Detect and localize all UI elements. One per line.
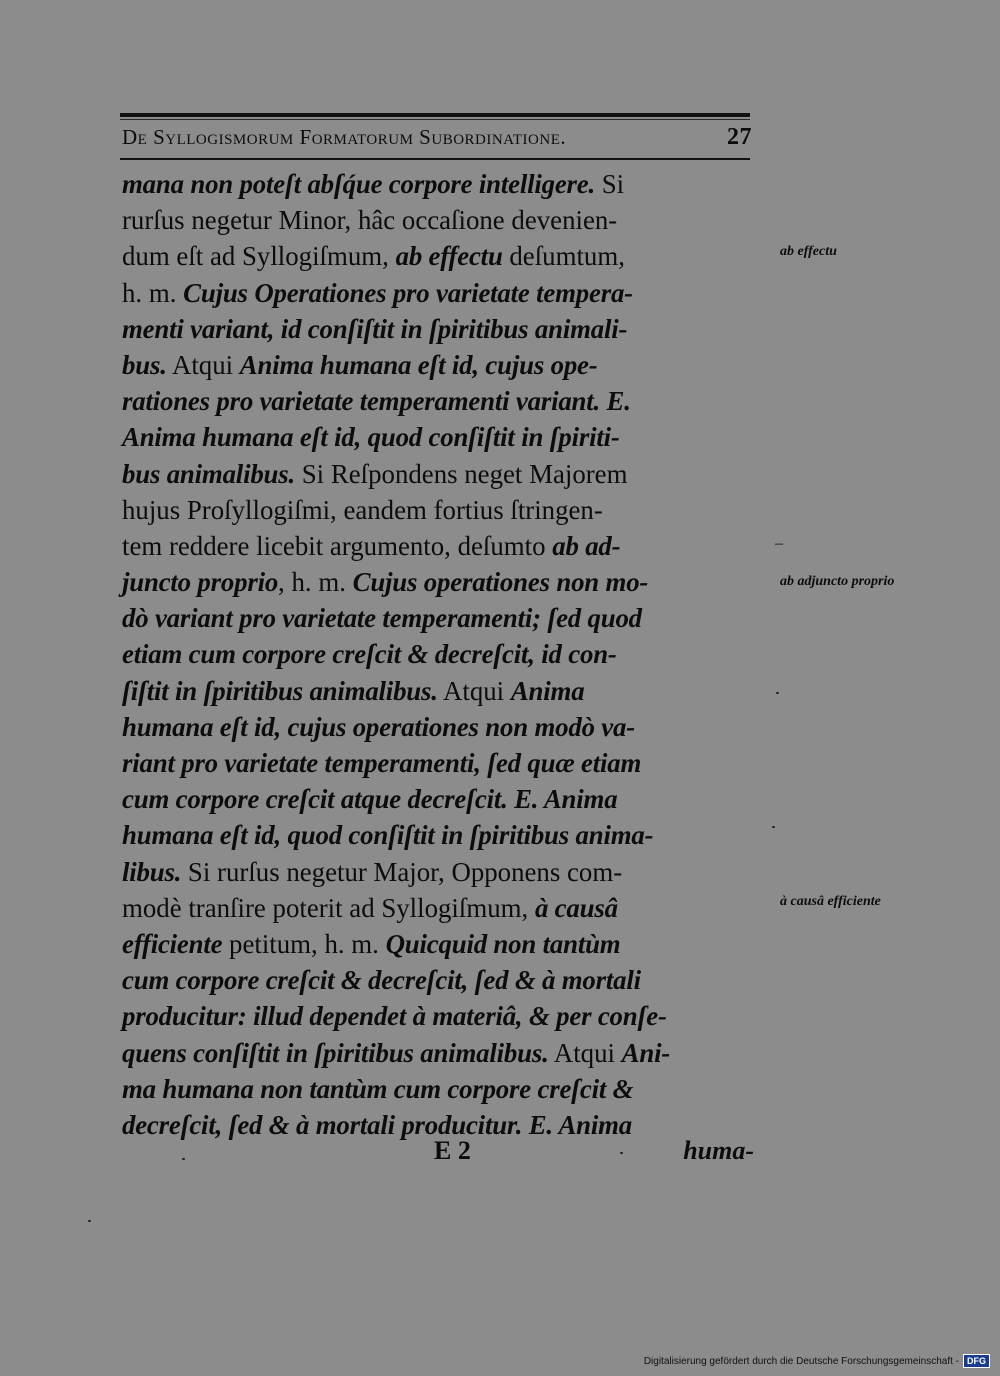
scan-speck bbox=[88, 1220, 91, 1222]
text-line bbox=[122, 709, 758, 745]
margin-note-ab-adjuncto: ab adjuncto proprio bbox=[780, 574, 895, 589]
roman-segment: Si rurſus negetur Major, Opponens com- bbox=[181, 856, 623, 887]
margin-note-a-causa: à causâ efficiente bbox=[780, 894, 881, 909]
italic-segment: rationes pro varietate temperamenti variant. E. bbox=[122, 386, 631, 417]
roman-segment: dum eſt ad Syllogiſmum, bbox=[122, 241, 396, 272]
scan-speck bbox=[776, 692, 779, 694]
italic-segment: riant pro varietate temperamenti, ſed quæ etiam bbox=[122, 748, 642, 778]
text-line bbox=[122, 673, 758, 709]
italic-segment: etiam cum corpore creſcit & decreſcit, id con- bbox=[122, 639, 617, 670]
page-footer bbox=[122, 1136, 754, 1168]
roman-segment: Si bbox=[595, 169, 625, 199]
text-line bbox=[122, 419, 758, 455]
text-line bbox=[122, 383, 758, 419]
italic-segment: humana eſt id, cujus operationes non modò va- bbox=[122, 711, 635, 742]
italic-segment: mana non poteſt abſq́ue corpore intelligere. bbox=[122, 169, 596, 199]
text-line bbox=[122, 854, 758, 890]
text-line bbox=[122, 781, 758, 817]
text-line bbox=[122, 636, 758, 672]
roman-segment: Si Reſpondens neget Majorem bbox=[295, 458, 628, 489]
footer-credit bbox=[644, 1354, 990, 1368]
italic-segment: Ani- bbox=[621, 1037, 671, 1068]
running-head-title: De Syllogismorum Formatorum Subordinatione. bbox=[122, 125, 567, 149]
italic-segment: Cujus operationes non mo- bbox=[352, 567, 649, 598]
text-line bbox=[122, 528, 758, 564]
italic-segment: juncto proprio bbox=[122, 567, 279, 598]
text-line bbox=[122, 1071, 758, 1107]
italic-segment: quens conſiſtit in ſpiritibus animalibus. bbox=[122, 1037, 549, 1068]
text-line bbox=[122, 311, 758, 347]
margin-note-ab-effectu: ab effectu bbox=[780, 244, 837, 259]
italic-segment: ma humana non tantùm cum corpore creſcit & bbox=[122, 1073, 634, 1104]
text-line bbox=[122, 564, 758, 600]
page-number: 27 bbox=[727, 124, 752, 150]
text-line bbox=[122, 166, 758, 202]
italic-segment: humana eſt id, quod conſiſtit in ſpiritibus anima- bbox=[122, 820, 654, 851]
text-line bbox=[122, 962, 758, 998]
margin-dash: – bbox=[775, 535, 783, 552]
text-line bbox=[122, 600, 758, 636]
italic-segment: decreſcit, ſed & à mortali producitur. E. Anima bbox=[122, 1109, 633, 1140]
head-rule-top bbox=[120, 113, 750, 117]
scan-speck bbox=[772, 826, 775, 828]
scan-speck bbox=[182, 1158, 185, 1160]
italic-segment: Anima humana eſt id, quod conſiſtit in ſpiriti- bbox=[122, 422, 620, 453]
text-line bbox=[122, 492, 758, 528]
roman-segment: rurſus negetur Minor, hâc occaſione devenien- bbox=[122, 205, 618, 236]
text-line bbox=[122, 456, 758, 492]
text-line bbox=[122, 890, 758, 926]
signature-mark: E 2 bbox=[434, 1136, 471, 1165]
italic-segment: Quicquid non tantùm bbox=[385, 928, 621, 959]
roman-segment: Atqui bbox=[166, 349, 240, 380]
head-rule-bottom bbox=[120, 158, 750, 160]
roman-segment: modè tranſire poterit ad Syllogiſmum, bbox=[122, 892, 535, 923]
text-line bbox=[122, 745, 758, 781]
italic-segment: bus animalibus. bbox=[122, 458, 296, 489]
scan-speck bbox=[620, 1152, 623, 1154]
text-line bbox=[122, 202, 758, 238]
roman-segment: h. m. bbox=[122, 277, 184, 308]
italic-segment: producitur: illud dependet à materiâ, & per conſe- bbox=[122, 1001, 667, 1032]
text-line bbox=[122, 926, 758, 962]
text-line bbox=[122, 275, 758, 311]
italic-segment: ſiſtit in ſpiritibus animalibus. bbox=[122, 675, 438, 706]
italic-segment: Cujus Operationes pro varietate tempera- bbox=[183, 277, 633, 308]
text-line bbox=[122, 998, 758, 1034]
roman-segment: , h. m. bbox=[278, 567, 353, 598]
body-text bbox=[122, 166, 762, 1143]
text-line bbox=[122, 238, 758, 274]
italic-segment: cum corpore creſcit atque decreſcit. E. Anima bbox=[122, 784, 618, 815]
italic-segment: Anima humana eſt id, cujus ope- bbox=[239, 349, 598, 380]
roman-segment: deſumtum, bbox=[502, 241, 625, 272]
italic-segment: Anima bbox=[510, 675, 585, 706]
running-head bbox=[122, 124, 752, 154]
footer-credit-text: Digitalisierung gefördert durch die Deutsche Forschungsgemeinschaft - bbox=[643, 1355, 959, 1367]
catchword: huma- bbox=[683, 1136, 754, 1165]
text-line bbox=[122, 1035, 758, 1071]
italic-segment: ab effectu bbox=[395, 241, 503, 272]
italic-segment: menti variant, id conſiſtit in ſpiritibus animali- bbox=[122, 313, 628, 344]
roman-segment: Atqui bbox=[437, 675, 511, 706]
roman-segment: tem reddere licebit argumento, deſumto bbox=[122, 530, 553, 561]
text-line bbox=[122, 347, 758, 383]
dfg-logo: DFG bbox=[963, 1354, 990, 1368]
roman-segment: Atqui bbox=[548, 1037, 622, 1068]
roman-segment: petitum, h. m. bbox=[222, 928, 386, 959]
italic-segment: dò variant pro varietate temperamenti; ſed quod bbox=[122, 603, 642, 634]
head-rule-thin bbox=[120, 119, 750, 120]
italic-segment: ab ad- bbox=[552, 530, 621, 561]
italic-segment: à causâ bbox=[534, 892, 618, 923]
italic-segment: libus. bbox=[122, 856, 182, 887]
roman-segment: hujus Proſyllogiſmi, eandem fortius ſtringen- bbox=[122, 494, 603, 525]
text-line bbox=[122, 817, 758, 853]
italic-segment: efficiente bbox=[122, 928, 223, 959]
italic-segment: bus. bbox=[122, 349, 167, 380]
italic-segment: cum corpore creſcit & decreſcit, ſed & à mortali bbox=[122, 965, 641, 996]
